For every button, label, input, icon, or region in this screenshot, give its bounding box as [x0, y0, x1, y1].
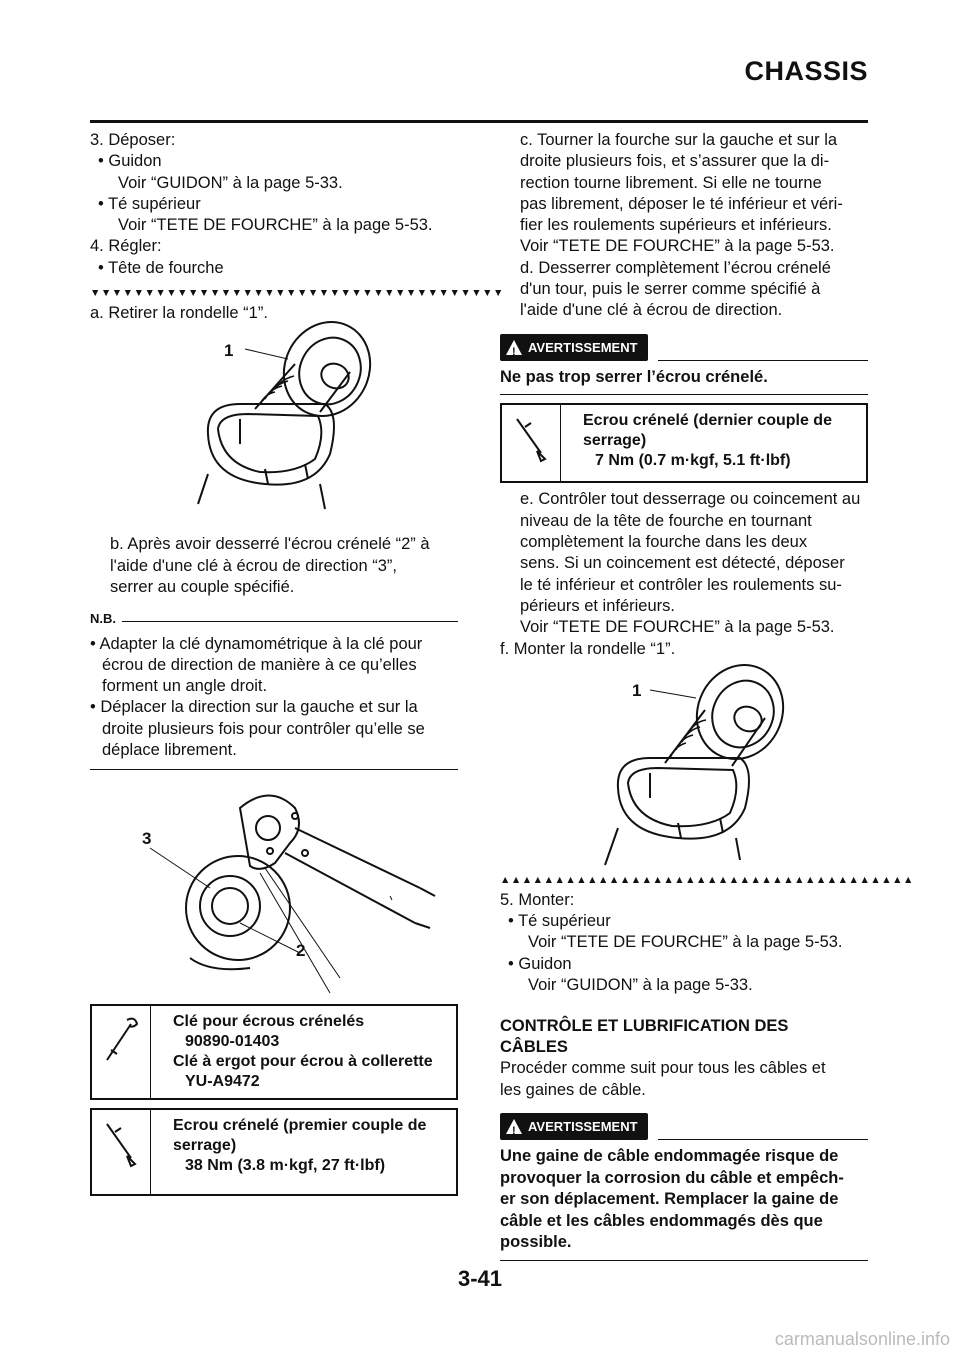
- section-intro: Procéder comme suit pour tous les câbles et: [500, 1059, 826, 1078]
- step-5-ref: Voir “TETE DE FOURCHE” à la page 5-53.: [528, 933, 843, 952]
- warning-label: AVERTISSEMENT: [528, 339, 638, 355]
- substep-e-line: complètement la fourche dans les deux: [520, 533, 808, 552]
- note-line: droite plusieurs fois pour contrôler qu’elle se: [102, 719, 425, 738]
- torque-value: 7 Nm (0.7 m·kgf, 5.1 ft·lbf): [595, 452, 791, 470]
- wrench-figure: [90, 778, 458, 996]
- tool-part-number: YU-A9472: [185, 1073, 260, 1091]
- note-end-rule: [90, 769, 458, 770]
- torque-wrench-icon: [502, 405, 561, 481]
- step-5-item: • Guidon: [508, 954, 572, 973]
- section-heading-line: CONTRÔLE ET LUBRIFICATION DES: [500, 1017, 789, 1036]
- substep-e-line: e. Contrôler tout desserrage ou coincement au: [520, 490, 861, 509]
- note-item: [90, 697, 458, 761]
- step-3: 3. Déposer:: [90, 131, 176, 149]
- chapter-title: CHASSIS: [744, 56, 868, 86]
- substep-b-line: l'aide d'une clé à écrou de direction “3”,: [110, 556, 397, 575]
- steering-nut-wrench-drawing: [90, 778, 458, 996]
- step-3-item: • Guidon: [98, 152, 162, 171]
- note-line: forment un angle droit.: [102, 677, 268, 696]
- step-5-item: • Té supérieur: [508, 912, 611, 931]
- substep-b-line: serrer au couple spécifié.: [110, 577, 295, 596]
- torque-value: 38 Nm (3.8 m·kgf, 27 ft·lbf): [185, 1157, 386, 1175]
- warning-end-rule: [500, 394, 868, 395]
- substep-f: f. Monter la rondelle “1”.: [500, 639, 676, 658]
- left-column: [90, 130, 504, 1196]
- note-line: • Déplacer la direction sur la gauche et sur la: [90, 698, 418, 717]
- washer-figure: [500, 660, 868, 872]
- procedure-start-markers: ▼▼▼▼▼▼▼▼▼▼▼▼▼▼▼▼▼▼▼▼▼▼▼▼▼▼▼▼▼▼▼▼▼▼▼▼▼▼: [90, 287, 504, 300]
- substep-c-line: fier les roulements supérieurs et inférieurs.: [520, 216, 832, 235]
- warning-header: [500, 1113, 868, 1140]
- substep-c-line: droite plusieurs fois, et s’assurer que la di-: [520, 152, 830, 171]
- warning-badge: [500, 1113, 648, 1140]
- substep-a: a. Retirer la rondelle “1”.: [90, 304, 268, 323]
- steering-head-washer-drawing: [500, 660, 868, 872]
- header-rule: [90, 120, 868, 123]
- warning-line: er son déplacement. Remplacer la gaine de: [500, 1190, 839, 1209]
- substep-c-line: c. Tourner la fourche sur la gauche et sur la: [520, 131, 838, 149]
- substep-c-line: Voir “TETE DE FOURCHE” à la page 5-53.: [520, 237, 835, 256]
- warning-header: [500, 334, 868, 361]
- substep-d-line: l'aide d'une clé à écrou de direction.: [520, 301, 783, 320]
- torque-spec-box: [90, 1108, 458, 1196]
- substep-b: [90, 534, 458, 598]
- step-4-item: • Tête de fourche: [98, 258, 224, 277]
- torque-label: Ecrou crénelé (premier couple de: [173, 1117, 427, 1135]
- substep-d-line: d. Desserrer complètement l’écrou crénelé: [520, 258, 831, 277]
- substep-e-line: périeurs et inférieurs.: [520, 596, 675, 615]
- warning-icon: [506, 1119, 522, 1134]
- page-number: 3-41: [457, 1266, 503, 1291]
- torque-wrench-icon: [92, 1110, 151, 1194]
- warning-rule: [658, 360, 868, 361]
- warning-line: câble et les câbles endommagés dès que: [500, 1211, 823, 1230]
- note-item: [90, 634, 458, 698]
- tool-part-number: 90890-01403: [185, 1033, 280, 1051]
- note-rule: [122, 621, 458, 622]
- note-label: N.B.: [90, 611, 116, 627]
- substep-c-line: rection tourne librement. Si elle ne tourne: [520, 173, 822, 192]
- torque-spec-box: [500, 403, 868, 483]
- steering-head-washer-drawing: [90, 324, 458, 534]
- washer-figure: [90, 324, 458, 534]
- warning-label: AVERTISSEMENT: [528, 1118, 638, 1134]
- substep-c-line: pas librement, déposer le té inférieur et véri-: [520, 194, 843, 213]
- special-tool-box: [90, 1004, 458, 1100]
- step-4: 4. Régler:: [90, 237, 162, 256]
- step-3-item: • Té supérieur: [98, 194, 201, 213]
- watermark[interactable]: carmanualsonline.info: [774, 1329, 950, 1349]
- right-column: [500, 130, 914, 1261]
- substep-e: [500, 489, 868, 638]
- substep-d: [500, 258, 868, 322]
- warning-badge: [500, 334, 648, 361]
- warning-icon: [506, 340, 522, 355]
- step-3-ref: Voir “TETE DE FOURCHE” à la page 5-53.: [118, 216, 433, 235]
- step-5: 5. Monter:: [500, 890, 575, 909]
- warning-rule: [658, 1139, 868, 1140]
- warning-line: possible.: [500, 1233, 572, 1252]
- section-heading-line: CÂBLES: [500, 1038, 568, 1057]
- substep-e-line: niveau de la tête de fourche en tournant: [520, 511, 812, 530]
- section-intro: les gaines de câble.: [500, 1080, 646, 1099]
- procedure-end-markers: ▲▲▲▲▲▲▲▲▲▲▲▲▲▲▲▲▲▲▲▲▲▲▲▲▲▲▲▲▲▲▲▲▲▲▲▲▲▲: [500, 873, 914, 886]
- torque-label: serrage): [173, 1137, 237, 1155]
- warning-line: provoquer la corrosion du câble et empêch-: [500, 1168, 844, 1187]
- substep-d-line: d'un tour, puis le serrer comme spécifié à: [520, 280, 821, 299]
- callout-2: 2: [296, 941, 306, 961]
- tool-name: Clé à ergot pour écrou à collerette: [173, 1053, 433, 1071]
- warning-text: [500, 1146, 868, 1254]
- callout-3: 3: [142, 829, 152, 849]
- step-3-ref: Voir “GUIDON” à la page 5-33.: [118, 173, 343, 192]
- step-5-ref: Voir “GUIDON” à la page 5-33.: [528, 976, 753, 995]
- section-heading: [500, 1016, 868, 1058]
- callout-1: 1: [224, 341, 234, 361]
- note-line: • Adapter la clé dynamométrique à la clé pour: [90, 634, 423, 653]
- note-header: [90, 608, 458, 629]
- substep-e-line: le té inférieur et contrôler les roulements su-: [520, 575, 842, 594]
- note-line: déplace librement.: [102, 741, 237, 760]
- substep-b-line: b. Après avoir desserré l'écrou crénelé “2” à: [110, 535, 430, 554]
- note-line: écrou de direction de manière à ce qu’elles: [102, 655, 417, 674]
- callout-1: 1: [632, 680, 642, 700]
- tool-name: Clé pour écrous crénelés: [173, 1013, 365, 1031]
- substep-c: [500, 130, 868, 258]
- wrench-tool-icon: [92, 1006, 151, 1098]
- torque-label: serrage): [583, 432, 647, 450]
- substep-e-line: sens. Si un coincement est détecté, déposer: [520, 554, 845, 573]
- warning-end-rule: [500, 1260, 868, 1261]
- warning-text: Ne pas trop serrer l’écrou crénelé.: [500, 367, 768, 386]
- torque-label: Ecrou crénelé (dernier couple de: [583, 412, 832, 430]
- substep-e-line: Voir “TETE DE FOURCHE” à la page 5-53.: [520, 618, 835, 637]
- warning-line: Une gaine de câble endommagée risque de: [500, 1147, 839, 1166]
